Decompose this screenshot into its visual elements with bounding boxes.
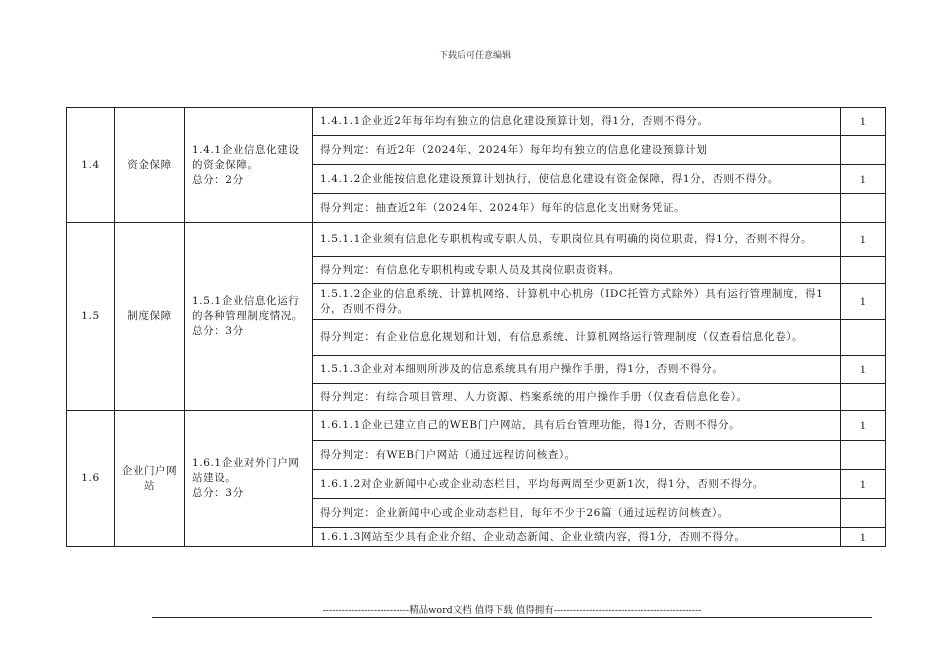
- criterion-cell: 得分判定：抽查近2年（2024年、2024年）每年的信息化支出财务凭证。: [313, 194, 841, 223]
- score-cell: 1: [841, 284, 886, 320]
- score-cell: [841, 136, 886, 165]
- criterion-cell: 1.4.1.1企业近2年每年均有独立的信息化建设预算计划，得1分，否则不得分。: [313, 108, 841, 136]
- total-score-text: 总分：2分: [192, 173, 244, 186]
- section-description: [185, 223, 313, 411]
- table-row: [67, 411, 886, 441]
- description-text: 1.6.1企业对外门户网站建设。: [192, 457, 300, 484]
- total-score-text: 总分：3分: [192, 325, 244, 337]
- section-id: 1.4: [67, 108, 115, 223]
- criterion-cell: 1.4.1.2企业能按信息化建设预算计划执行，使信息化建设有资金保障，得1分，否则不得分。: [313, 165, 841, 194]
- score-cell: [841, 194, 886, 223]
- criterion-cell: 1.5.1.2企业的信息系统、计算机网络、计算机中心机房（IDC托管方式除外）具有运行管理制度，得1分，否则不得分。: [313, 284, 841, 320]
- score-cell: [841, 441, 886, 470]
- page-header: 下载后可任意编辑: [438, 51, 511, 61]
- criterion-cell: 得分判定：有综合项目管理、人力资源、档案系统的用户操作手册（仅查看信息化卷）。: [313, 384, 841, 411]
- criterion-cell: 得分判定：企业新闻中心或企业动态栏目，每年不少于26篇（通过远程访问核查）。: [313, 499, 841, 528]
- section-name: 企业门户网站: [115, 411, 185, 547]
- criterion-cell: 1.6.1.1企业已建立自己的WEB门户网站，具有后台管理功能，得1分，否则不得分。: [313, 411, 841, 441]
- scoring-table: [66, 107, 886, 547]
- section-description: [185, 108, 313, 223]
- criterion-cell: 1.6.1.2对企业新闻中心或企业动态栏目，平均每两周至少更新1次，得1分，否则不得分。: [313, 470, 841, 499]
- score-cell: 1: [841, 528, 886, 547]
- section-name: 制度保障: [115, 223, 185, 411]
- score-cell: [841, 499, 886, 528]
- total-score-text: 总分：3分: [192, 487, 244, 499]
- section-id: 1.5: [67, 223, 115, 411]
- score-cell: 1: [841, 470, 886, 499]
- criterion-cell: 1.5.1.3企业对本细则所涉及的信息系统具有用户操作手册，得1分，否则不得分。: [313, 356, 841, 384]
- section-id: 1.6: [67, 411, 115, 547]
- score-cell: 1: [841, 223, 886, 257]
- description-text: 1.5.1企业信息化运行的各种管理制度情况。: [192, 295, 303, 322]
- score-cell: 1: [841, 411, 886, 441]
- section-name: 资金保障: [115, 108, 185, 223]
- criterion-cell: 得分判定：有信息化专职机构或专职人员及其岗位职责资料。: [313, 257, 841, 284]
- criterion-cell: 得分判定：有近2年（2024年、2024年）每年均有独立的信息化建设预算计划: [313, 136, 841, 165]
- table-row: [67, 223, 886, 257]
- criterion-cell: 得分判定：有WEB门户网站（通过远程访问核查）。: [313, 441, 841, 470]
- score-cell: [841, 384, 886, 411]
- section-description: [185, 411, 313, 547]
- score-cell: [841, 257, 886, 284]
- score-cell: 1: [841, 356, 886, 384]
- criterion-cell: 得分判定：有企业信息化规划和计划，有信息系统、计算机网络运行管理制度（仅查看信息化卷）。: [313, 320, 841, 356]
- table-row: [67, 108, 886, 136]
- score-cell: 1: [841, 165, 886, 194]
- score-cell: [841, 320, 886, 356]
- criterion-cell: 1.6.1.3网站至少具有企业介绍、企业动态新闻、企业业绩内容，得1分，否则不得分。: [313, 528, 841, 547]
- page-footer: ---------------------------精品word文档 值得下载 值得拥有----------------------------------------------: [152, 602, 872, 618]
- criterion-cell: 1.5.1.1企业须有信息化专职机构或专职人员，专职岗位具有明确的岗位职责，得1分，否则不得分。: [313, 223, 841, 257]
- score-cell: 1: [841, 108, 886, 136]
- description-text: 1.4.1企业信息化建设的资金保障。: [192, 143, 300, 171]
